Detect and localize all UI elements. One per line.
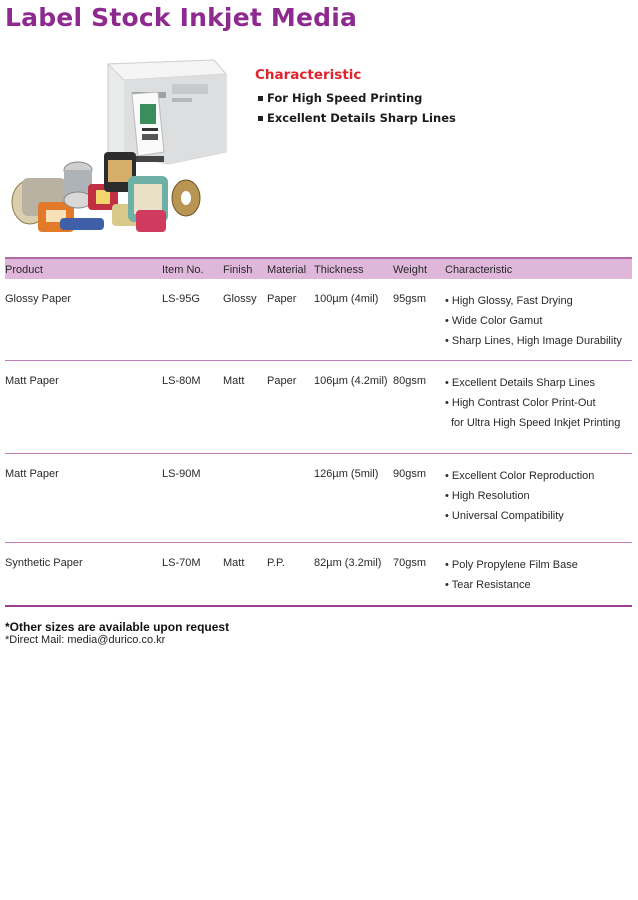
cell-thickness: 82µm (3.2mil) xyxy=(314,557,382,569)
spec-table xyxy=(5,257,632,607)
cell-product: Matt Paper xyxy=(5,375,59,387)
cell-characteristic xyxy=(445,373,620,433)
characteristic-line: • High Glossy, Fast Drying xyxy=(445,295,573,307)
cell-characteristic xyxy=(445,555,578,595)
characteristic-line: • Wide Color Gamut xyxy=(445,315,543,327)
cell-material: P.P. xyxy=(267,557,285,569)
cell-characteristic xyxy=(445,466,594,526)
table-header xyxy=(5,257,632,279)
cell-item-no: LS-80M xyxy=(162,375,201,387)
cell-material: Paper xyxy=(267,293,297,305)
square-bullet-icon xyxy=(258,96,263,101)
cell-thickness: 106µm (4.2mil) xyxy=(314,375,388,387)
cell-thickness: 100µm (4mil) xyxy=(314,293,379,305)
characteristic-item: Excellent Details Sharp Lines xyxy=(258,108,456,128)
characteristic-line: • High Contrast Color Print-Out xyxy=(445,397,596,409)
table-row xyxy=(5,361,632,454)
characteristic-line: • Excellent Color Reproduction xyxy=(445,470,595,482)
cell-weight: 70gsm xyxy=(393,557,427,569)
characteristic-item: For High Speed Printing xyxy=(258,88,456,108)
square-bullet-icon xyxy=(258,116,263,121)
cell-weight: 90gsm xyxy=(393,468,427,480)
cell-item-no: LS-95G xyxy=(162,293,200,305)
cell-product: Glossy Paper xyxy=(5,293,72,305)
header-thickness: Thickness xyxy=(314,264,364,276)
table-row xyxy=(5,543,632,607)
table-row xyxy=(5,454,632,543)
sizes-note: *Other sizes are available upon request xyxy=(5,620,230,634)
characteristic-line: • Excellent Details Sharp Lines xyxy=(445,377,595,389)
characteristic-list xyxy=(258,88,456,128)
characteristic-line: • High Resolution xyxy=(445,490,530,502)
cell-item-no: LS-70M xyxy=(162,557,201,569)
characteristic-line: • Poly Propylene Film Base xyxy=(445,559,578,571)
cell-product: Matt Paper xyxy=(5,468,59,480)
cell-characteristic xyxy=(445,291,622,351)
characteristic-line: for Ultra High Speed Inkjet Printing xyxy=(451,417,621,429)
page-title: Label Stock Inkjet Media xyxy=(5,3,358,32)
cell-weight: 95gsm xyxy=(393,293,427,305)
table-row xyxy=(5,279,632,361)
cell-finish: Glossy xyxy=(223,293,257,305)
cell-thickness: 126µm (5mil) xyxy=(314,468,379,480)
cell-product: Synthetic Paper xyxy=(5,557,83,569)
cell-material: Paper xyxy=(267,375,297,387)
header-material: Material xyxy=(267,264,307,276)
header-product: Product xyxy=(5,264,43,276)
cell-finish: Matt xyxy=(223,375,245,387)
characteristic-heading: Characteristic xyxy=(255,67,362,83)
header-item-no: Item No. xyxy=(162,264,204,276)
header-finish: Finish xyxy=(223,264,253,276)
direct-mail-note: *Direct Mail: media@durico.co.kr xyxy=(5,634,166,646)
cell-item-no: LS-90M xyxy=(162,468,201,480)
cell-finish: Matt xyxy=(223,557,245,569)
characteristic-line: • Universal Compatibility xyxy=(445,510,564,522)
header-characteristic: Characteristic xyxy=(445,264,513,276)
characteristic-line: • Sharp Lines, High Image Durability xyxy=(445,335,622,347)
printer-with-label-rolls-image xyxy=(8,52,240,240)
cell-weight: 80gsm xyxy=(393,375,427,387)
characteristic-line: • Tear Resistance xyxy=(445,579,531,591)
header-weight: Weight xyxy=(393,264,428,276)
